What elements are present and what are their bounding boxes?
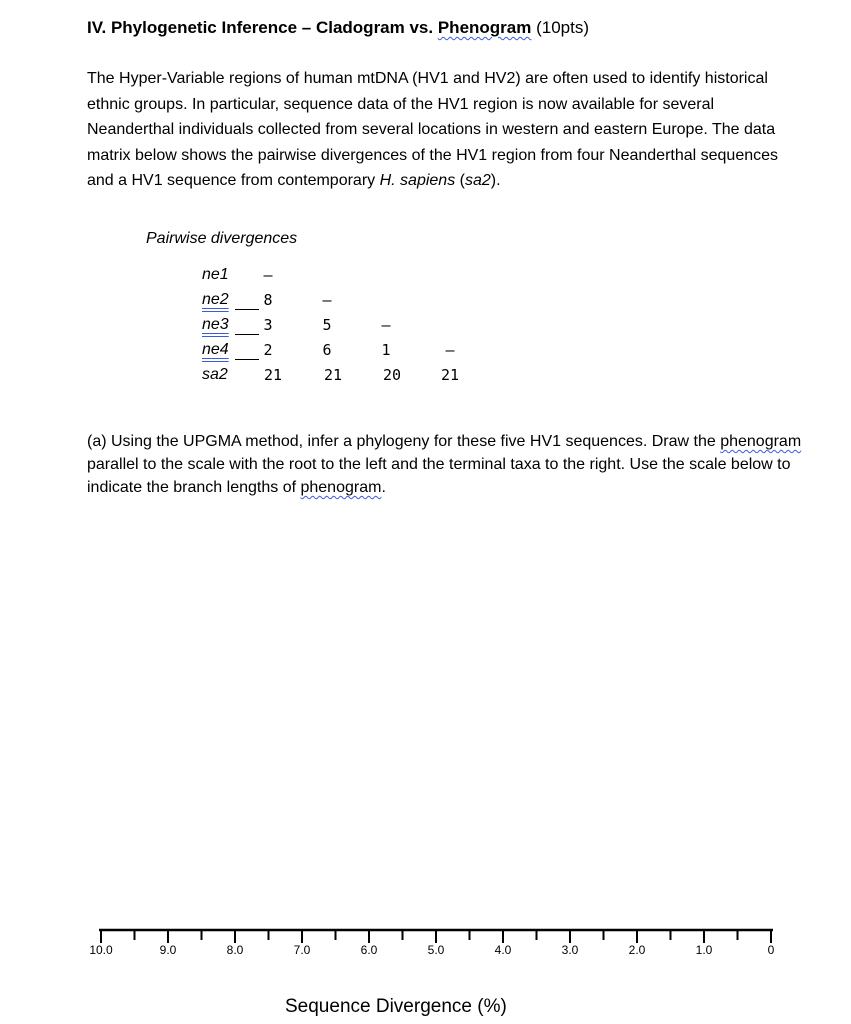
matrix-cell: 2 xyxy=(263,341,273,359)
matrix-cell: 3 xyxy=(263,316,273,334)
matrix-cell: – xyxy=(263,266,273,284)
matrix-cell: – xyxy=(381,316,391,334)
axis-title: Sequence Divergence (%) xyxy=(285,996,507,1017)
scale-tick-label: 5.0 xyxy=(427,943,445,957)
matrix-label-ne4: ne4 xyxy=(202,341,229,358)
part-a-term: phenogram xyxy=(720,433,802,450)
species-code: sa2 xyxy=(464,172,491,189)
scale-tick-label: 8.0 xyxy=(226,943,244,957)
matrix-cell: 20 xyxy=(382,366,402,384)
part-a-text-2: parallel to the scale with the root to the left and the terminal taxa to the right. Use the scale below to indicate the branch lengths of xyxy=(87,456,791,496)
scale-tick-label: 1.0 xyxy=(695,943,713,957)
scale-tick-label: 0 xyxy=(767,943,775,957)
matrix-cell: 21 xyxy=(440,366,460,384)
scale-tick-label: 4.0 xyxy=(494,943,512,957)
scale-ticks xyxy=(101,930,771,943)
matrix-cell: – xyxy=(445,341,455,359)
scale-tick-label: 6.0 xyxy=(360,943,378,957)
scale-tick-label: 7.0 xyxy=(293,943,311,957)
part-a-text-3: . xyxy=(381,479,386,496)
matrix-label-ne2: ne2 xyxy=(202,291,229,308)
heading-term: Phenogram xyxy=(437,18,532,37)
scale-tick-label: 2.0 xyxy=(628,943,646,957)
species-name: H. sapiens xyxy=(379,172,456,189)
matrix-label-ne1: ne1 xyxy=(202,266,229,283)
matrix-cell: 6 xyxy=(322,341,332,359)
heading-prefix: IV. Phylogenetic Inference – Cladogram vs. xyxy=(87,18,438,37)
scale-tick-label: 3.0 xyxy=(561,943,579,957)
intro-text-2: ( xyxy=(455,172,465,189)
scale-tick-label: 9.0 xyxy=(159,943,177,957)
matrix-cell: 21 xyxy=(323,366,343,384)
heading-points: (10pts) xyxy=(536,18,590,37)
matrix-label-sa2: sa2 xyxy=(202,366,228,383)
matrix-cell: – xyxy=(322,291,332,309)
part-a-text: (a) Using the UPGMA method, infer a phylogeny for these five HV1 sequences. Draw the xyxy=(87,433,721,450)
matrix-cell: 8 xyxy=(263,291,273,309)
matrix-cell: 5 xyxy=(322,316,332,334)
part-a-term-2: phenogram xyxy=(300,479,382,496)
matrix-cell: 21 xyxy=(263,366,283,384)
intro-text-3: ). xyxy=(490,172,501,189)
matrix-label-ne3: ne3 xyxy=(202,316,229,333)
intro-text: The Hyper-Variable regions of human mtDNA (HV1 and HV2) are often used to identify historical ethnic groups. In particular, sequence data of the HV1 region is now available for several Neanderthal individuals collected from several locations in western and eastern Europe. The data matrix below shows the pairwise divergences of the HV1 region from four Neanderthal sequences and a HV1 sequence from contemporary xyxy=(87,70,779,189)
scale-tick-label: 10.0 xyxy=(89,943,113,957)
matrix-title: Pairwise divergences xyxy=(146,230,298,247)
matrix-cell: 1 xyxy=(381,341,391,359)
